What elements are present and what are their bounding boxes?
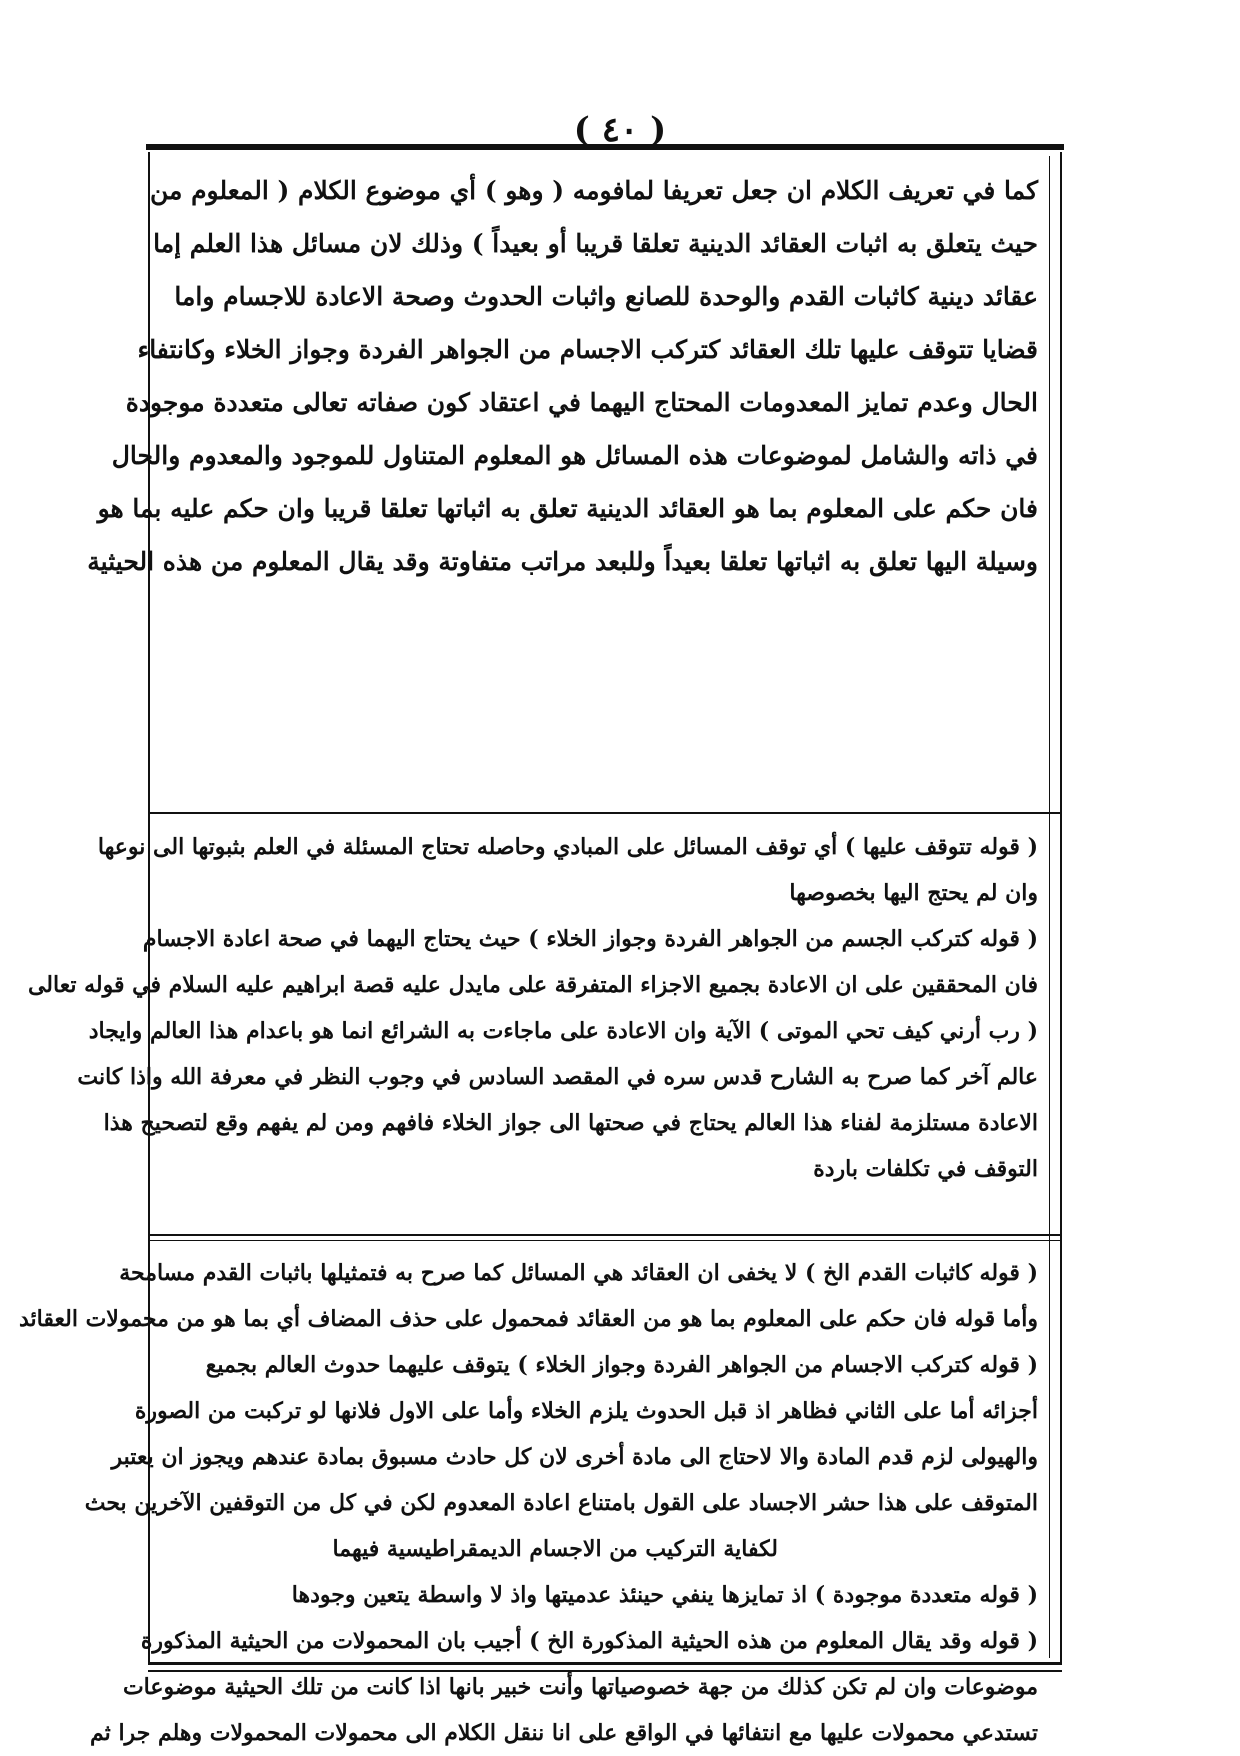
commentary-line: الاعادة مستلزمة لفناء هذا العالم يحتاج في صحتها الى جواز الخلاء فافهم ومن لم يفهم وقع لتصحيح هذا <box>103 1110 1038 1136</box>
frame-inner-rule <box>1049 156 1050 1658</box>
page-number: ( ٤٠ ) <box>573 110 667 150</box>
commentary-line: التوقف في تكلفات باردة <box>813 1156 1038 1182</box>
commentary-line: تستدعي محمولات عليها مع انتفائها في الواقع على انا ننقل الكلام الى محمولات المحمولات وهلم جرا ثم <box>90 1720 1038 1746</box>
main-text-line: وسيلة اليها تعلق به اثباتها تعلقا بعيداً وللبعد مراتب متفاوتة وقد يقال المعلوم من هذه الحيثية <box>87 547 1038 576</box>
main-text-line: فان حكم على المعلوم بما هو العقائد الدينية تعلق به اثباتها تعلقا قريبا وان حكم عليه بما هو <box>97 494 1038 523</box>
main-text-block <box>87 164 1038 809</box>
commentary-block-1 <box>27 824 1038 1222</box>
main-text-line: قضايا تتوقف عليها تلك العقائد كتركب الاجسام من الجواهر الفردة وجواز الخلاء وكانتفاء <box>137 335 1038 364</box>
main-text-line: الحال وعدم تمايز المعدومات المحتاج اليهما في اعتقاد كون صفاته تعالى متعددة موجودة <box>125 388 1038 417</box>
commentary-line: ( قوله كتركب الجسم من الجواهر الفردة وجواز الخلاء ) حيث يحتاج اليهما في صحة اعادة الاجسام <box>142 926 1038 952</box>
section-divider <box>150 812 1060 814</box>
commentary-line: والهيولى لزم قدم المادة والا لاحتاج الى مادة أخرى لان كل حادث مسبوق بمادة عندهم ويجوز ان يعتبر <box>111 1444 1038 1470</box>
section-divider-double <box>150 1234 1060 1236</box>
main-text-line: كما في تعريف الكلام ان جعل تعريفا لمافومه ( وهو ) أي موضوع الكلام ( المعلوم من <box>149 176 1038 205</box>
commentary-line: موضوعات وان لم تكن كذلك من جهة خصوصياتها وأنت خبير بانها اذا كانت من تلك الحيثية موضوعات <box>122 1674 1038 1700</box>
commentary-line: ( قوله وقد يقال المعلوم من هذه الحيثية المذكورة الخ ) أجيب بان المحمولات من الحيثية المذكورة <box>140 1628 1038 1654</box>
commentary-block-2 <box>19 1250 1038 1746</box>
commentary-line: وان لم يحتج اليها بخصوصها <box>789 880 1038 906</box>
commentary-line: ( رب أرني كيف تحي الموتى ) الآية وان الاعادة على ماجاءت به الشرائع انما هو باعدام هذا العالم وايجاد <box>88 1018 1038 1044</box>
commentary-line: ( قوله كتركب الاجسام من الجواهر الفردة وجواز الخلاء ) يتوقف عليهما حدوث العالم بجميع <box>205 1352 1038 1378</box>
commentary-line: ( قوله كاثبات القدم الخ ) لا يخفى ان العقائد هي المسائل كما صرح به فتمثيلها باثبات القدم مسامحة <box>119 1260 1038 1286</box>
main-text-line: عقائد دينية كاثبات القدم والوحدة للصانع واثبات الحدوث وصحة الاعادة للاجسام واما <box>174 282 1038 311</box>
commentary-line: عالم آخر كما صرح به الشارح قدس سره في المقصد السادس في وجوب النظر في معرفة الله واذا كانت <box>77 1064 1038 1090</box>
main-text-line: حيث يتعلق به اثبات العقائد الدينية تعلقا قريبا أو بعيداً ) وذلك لان مسائل هذا العلم إما <box>153 229 1038 258</box>
commentary-line: المتوقف على هذا حشر الاجساد على القول بامتناع اعادة المعدوم لكن في كل من التوقفين الآخرين بحث <box>84 1490 1038 1516</box>
commentary-line: فان المحققين على ان الاعادة بجميع الاجزاء المتفرقة على مايدل عليه قصة ابراهيم عليه السلام في قوله تعالى <box>27 972 1038 998</box>
commentary-line: أجزائه أما على الثاني فظاهر اذ قبل الحدوث يلزم الخلاء وأما على الاول فلانها لو تركبت من الصورة <box>134 1398 1038 1424</box>
commentary-line: ( قوله متعددة موجودة ) اذ تمايزها ينفي حينئذ عدميتها واذ لا واسطة يتعين وجودها <box>291 1582 1038 1608</box>
main-text-line: في ذاته والشامل لموضوعات هذه المسائل هو المعلوم المتناول للموجود والمعدوم والحال <box>111 441 1038 470</box>
commentary-line: وأما قوله فان حكم على المعلوم بما هو من العقائد فمحمول على حذف المضاف أي بما هو من محمولات العقائد <box>19 1306 1038 1332</box>
commentary-line: لكفاية التركيب من الاجسام الديمقراطيسية فيهما <box>332 1536 778 1562</box>
page-frame <box>19 152 1062 1746</box>
commentary-line: ( قوله تتوقف عليها ) أي توقف المسائل على المبادي وحاصله تحتاج المسئلة في العلم بثبوتها الى نوعها <box>97 834 1038 860</box>
section-divider-double-inner <box>150 1240 1060 1241</box>
